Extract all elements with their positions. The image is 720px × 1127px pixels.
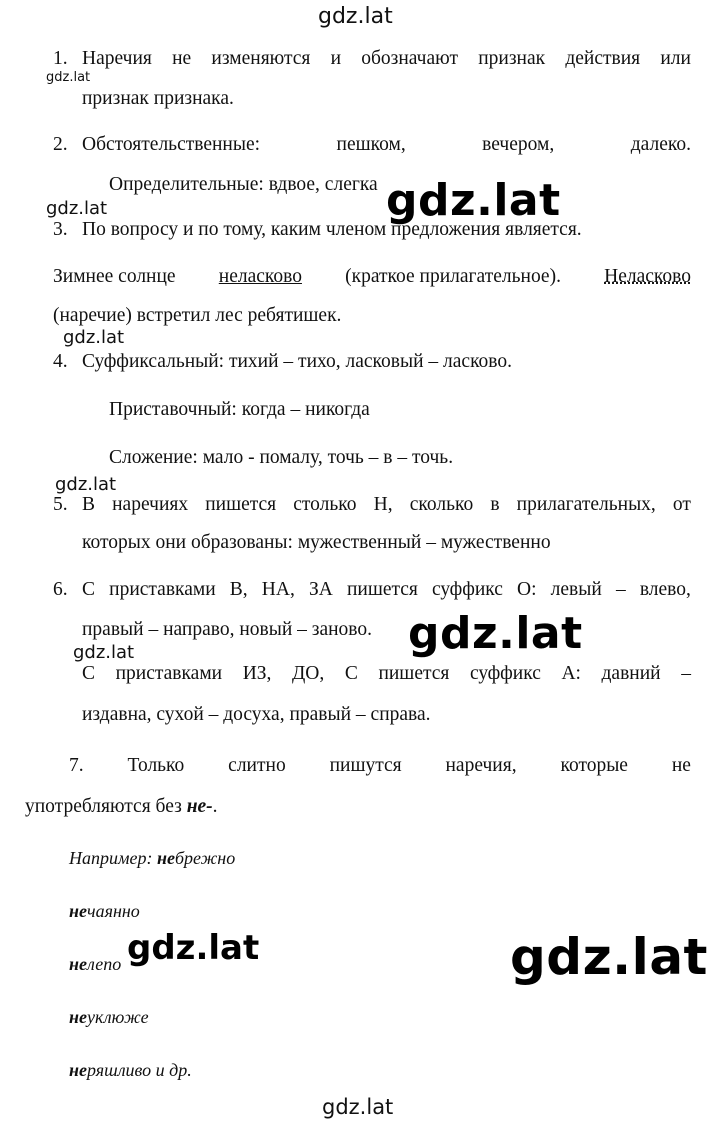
watermark-text: gdz.lat: [63, 327, 125, 348]
watermark-text: gdz.lat: [322, 1095, 394, 1119]
item-4-line-2: Приставочный: когда – никогда: [109, 399, 370, 420]
item-4-line-1: Суффиксальный: тихий – тихо, ласковый – ласково.: [82, 351, 513, 372]
watermark-text: gdz.lat: [46, 198, 108, 219]
item-5-number: 5.: [53, 494, 68, 515]
example-line: неряшливо и др.: [69, 1060, 192, 1080]
item-3-example-line-1: Зимнее солнце неласково (краткое прилагательное). Неласково: [53, 266, 691, 287]
item-5-line-2: которых они образованы: мужественный – мужественно: [82, 532, 551, 553]
item-2-number: 2.: [53, 134, 68, 155]
example-line: неуклюже: [69, 1007, 149, 1027]
underlined-word: Неласково: [604, 266, 691, 287]
example-line: нелепо: [69, 954, 122, 974]
watermark-text: gdz.lat: [510, 928, 708, 986]
example-line: Например: небрежно: [69, 848, 236, 868]
underlined-word: неласково: [218, 266, 302, 287]
item-3-example-line-2: (наречие) встретил лес ребятишек.: [53, 305, 342, 326]
item-6-line-4: издавна, сухой – досуха, правый – справа.: [82, 704, 431, 725]
watermark-text: gdz.lat: [55, 474, 117, 495]
item-3-line-1: По вопросу и по тому, каким членом предложения является.: [82, 219, 582, 240]
example-line: нечаянно: [69, 901, 140, 921]
watermark-text: gdz.lat: [46, 70, 91, 85]
watermark-text: gdz.lat: [386, 175, 561, 226]
item-2-line-2: Определительные: вдвое, слегка: [109, 174, 378, 195]
watermark-text: gdz.lat: [318, 4, 393, 29]
item-2-line-1: Обстоятельственные: пешком, вечером, далеко.: [82, 134, 691, 155]
item-4-line-3: Сложение: мало - помалу, точь – в – точь.: [109, 447, 454, 468]
item-3-number: 3.: [53, 219, 68, 240]
item-1-line-1: Наречия не изменяются и обозначают признак действия или: [82, 48, 691, 69]
emphasized-prefix: не-: [186, 796, 213, 817]
watermark-text: gdz.lat: [408, 608, 583, 659]
watermark-text: gdz.lat: [73, 642, 135, 663]
item-7-line-1: 7. Только слитно пишутся наречия, которые не: [69, 755, 691, 776]
item-5-line-1: В наречиях пишется столько Н, сколько в прилагательных, от: [82, 494, 691, 515]
item-6-number: 6.: [53, 579, 68, 600]
item-1-line-2: признак признака.: [82, 88, 234, 109]
item-7-line-2: употребляются без не-.: [25, 796, 218, 817]
watermark-text: gdz.lat: [127, 928, 260, 968]
item-4-number: 4.: [53, 351, 68, 372]
item-1-number: 1.: [53, 48, 68, 69]
item-6-line-1: С приставками В, НА, ЗА пишется суффикс О: левый – влево,: [82, 579, 691, 600]
item-6-line-2: правый – направо, новый – заново.: [82, 619, 373, 640]
item-6-line-3: С приставками ИЗ, ДО, С пишется суффикс А: давний –: [82, 663, 691, 684]
